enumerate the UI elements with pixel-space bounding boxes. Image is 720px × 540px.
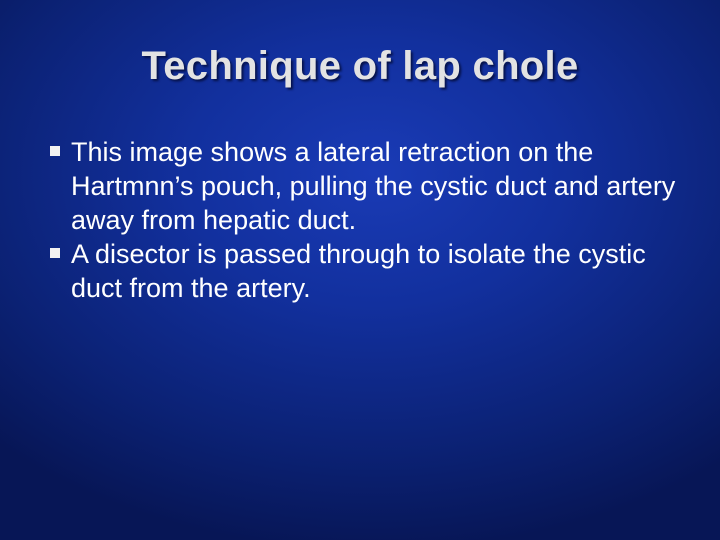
bullet-text: A disector is passed through to isolate the cystic duct from the artery. bbox=[71, 239, 646, 303]
square-bullet-icon bbox=[50, 146, 60, 156]
slide-title: Technique of lap chole bbox=[141, 44, 579, 88]
bullet-list bbox=[50, 135, 690, 305]
square-bullet-icon bbox=[50, 248, 60, 258]
bullet-item bbox=[50, 237, 690, 305]
bullet-text: This image shows a lateral retraction on the Hartmnn’s pouch, pulling the cystic duct and artery away from hepatic duct. bbox=[71, 137, 676, 235]
bullet-item bbox=[50, 135, 690, 237]
